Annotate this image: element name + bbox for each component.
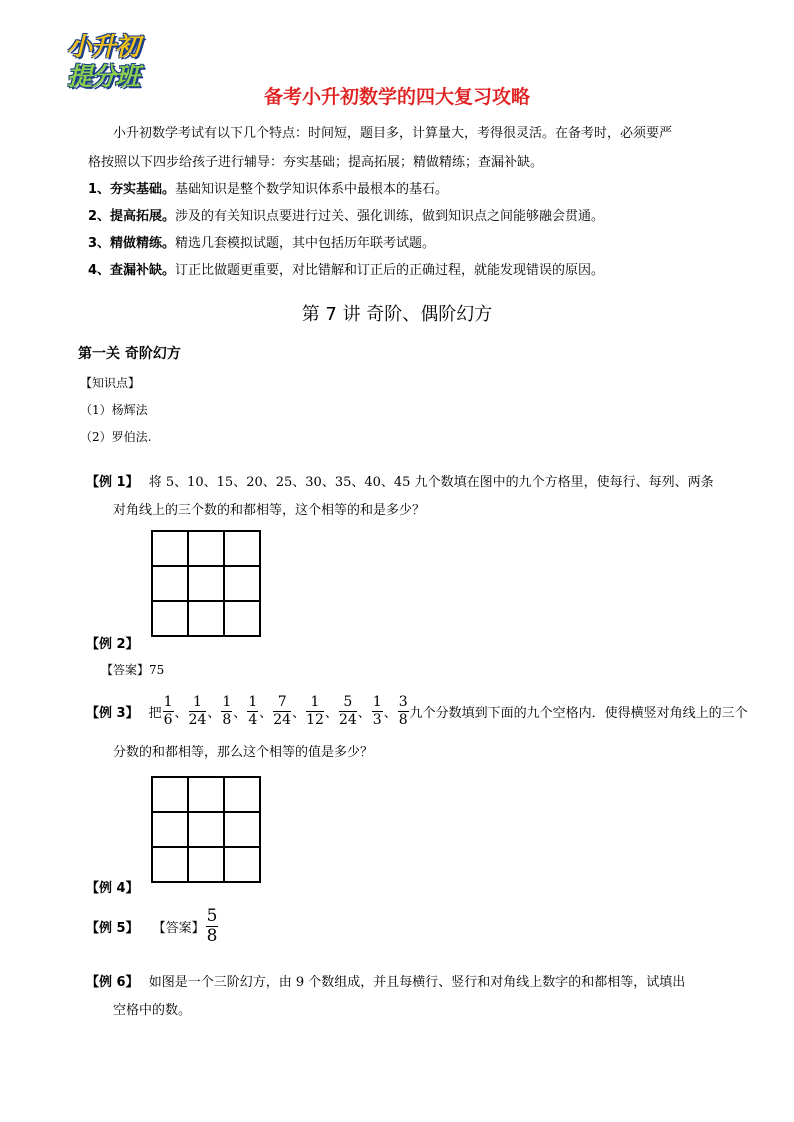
magic-square-grid-2: [151, 776, 261, 883]
example-1-label: 【例 1】: [86, 475, 139, 490]
fraction: [273, 694, 291, 729]
fraction-numerator: 5: [339, 694, 357, 712]
example-6-line1: 如图是一个三阶幻方，由 9 个数组成，并且每横行、竖行和对角线上数字的和都相等，试填出: [148, 975, 686, 990]
fraction-separator: 、: [324, 705, 338, 721]
intro-line2: 格按照以下四步给孩子进行辅导：夯实基础；提高拓展；精做精练；查漏补缺。: [88, 155, 544, 170]
lecture-title: 第 7 讲 奇阶、偶阶幻方: [301, 304, 493, 325]
answer-1: [101, 661, 164, 678]
tip-2-text: 涉及的有关知识点要进行过关、强化训练，做到知识点之间能够融会贯通。: [175, 209, 605, 224]
fraction: [247, 694, 258, 729]
fraction-denominator: 24: [188, 711, 207, 728]
tip-4-text: 订正比做题更重要，对比错解和订正后的正确过程，就能发现错误的原因。: [175, 263, 605, 278]
tip-1-text: 基础知识是整个数学知识体系中最根本的基石。: [175, 182, 449, 197]
fraction: [221, 694, 232, 729]
grid-cell: [152, 812, 188, 847]
grid-cell: [224, 777, 260, 812]
grid-cell: [188, 601, 224, 636]
fraction-denominator: 24: [273, 711, 292, 728]
grid-cell: [188, 847, 224, 882]
logo-line1: 小升初: [66, 32, 139, 61]
fraction-separator: 、: [207, 705, 221, 721]
section-title: 第一关 奇阶幻方: [78, 346, 181, 362]
example-2-label: 【例 2】: [86, 637, 139, 652]
intro-line1: 小升初数学考试有以下几个特点：时间短，题目多，计算量大，考得很灵活。在备考时，必须要严: [113, 126, 673, 141]
knowledge-item-1: （1）杨辉法: [80, 403, 148, 417]
example-5: [86, 904, 219, 948]
example-1: [86, 471, 714, 490]
fraction: [339, 694, 357, 729]
grid-cell: [152, 777, 188, 812]
example-1-line2: 对角线上的三个数的和都相等，这个相等的和是多少？: [113, 503, 426, 518]
example-5-label: 【例 5】: [86, 920, 139, 936]
example-6: [86, 971, 685, 990]
example-6-label: 【例 6】: [86, 975, 139, 990]
fraction-numerator: 1: [189, 694, 207, 712]
headline: 备考小升初数学的四大复习攻略: [263, 86, 530, 108]
tip-3-label: 3、精做精练。: [88, 236, 176, 251]
example-3-prefix: 把: [148, 705, 162, 721]
example-4-label: 【例 4】: [86, 881, 139, 896]
grid-cell: [152, 566, 188, 601]
tip-1: [88, 178, 448, 197]
tip-1-label: 1、夯实基础。: [88, 182, 176, 197]
example-1-line1: 将 5、10、15、20、25、30、35、40、45 九个数填在图中的九个方格里，使每行、每列、两条: [148, 475, 714, 490]
tip-3-text: 精选几套模拟试题，其中包括历年联考试题。: [175, 236, 436, 251]
fraction-separator: 、: [259, 705, 273, 721]
tip-4: [88, 259, 604, 278]
grid-cell: [224, 566, 260, 601]
fraction-separator: 、: [357, 705, 371, 721]
grid-cell: [224, 601, 260, 636]
fraction: [372, 694, 383, 729]
example-3-fraction-list: [162, 694, 410, 729]
example-3-label: 【例 3】: [86, 705, 139, 721]
fraction-denominator: 3: [372, 711, 382, 728]
grid-cell: [152, 531, 188, 566]
fraction-numerator: 5: [206, 905, 218, 926]
fraction: [163, 694, 174, 729]
fraction-denominator: 8: [398, 711, 408, 728]
answer-1-value: 75: [149, 663, 165, 677]
grid-cell: [152, 601, 188, 636]
answer-1-label: 【答案】: [101, 663, 150, 677]
fraction-numerator: 1: [248, 693, 258, 710]
grid-cell: [188, 531, 224, 566]
fraction-separator: 、: [174, 705, 188, 721]
grid-cell: [224, 531, 260, 566]
grid-cell: [188, 777, 224, 812]
example-5-answer-label: 【答案】: [152, 920, 205, 936]
grid-cell: [188, 812, 224, 847]
fraction-numerator: 3: [398, 693, 408, 710]
magic-square-grid-1: [151, 530, 261, 637]
example-3-suffix: 九个分数填到下面的九个空格内．使得横竖对角线上的三个: [409, 705, 748, 721]
fraction-numerator: 1: [222, 693, 232, 710]
example-5-answer-fraction: [206, 907, 219, 946]
fraction-separator: 、: [383, 705, 397, 721]
knowledge-header: 【知识点】: [80, 376, 141, 390]
grid-cell: [224, 812, 260, 847]
fraction-denominator: 6: [163, 711, 173, 728]
fraction: [189, 694, 207, 729]
fraction-numerator: 1: [163, 693, 173, 710]
fraction: [306, 694, 324, 729]
grid-cell: [188, 566, 224, 601]
fraction-denominator: 8: [222, 711, 232, 728]
fraction-numerator: 7: [273, 694, 291, 712]
tip-4-label: 4、查漏补缺。: [88, 263, 176, 278]
example-3-line2: 分数的和都相等，那么这个相等的值是多少？: [113, 745, 374, 760]
example-3: [86, 691, 748, 731]
fraction-numerator: 1: [372, 693, 382, 710]
example-6-line2: 空格中的数。: [113, 1003, 192, 1018]
fraction-numerator: 1: [306, 694, 324, 712]
fraction-denominator: 4: [248, 711, 258, 728]
knowledge-item-2: （2）罗伯法.: [80, 430, 152, 444]
fraction-separator: 、: [292, 705, 306, 721]
logo-line2: 提分班: [66, 62, 139, 91]
tip-3: [88, 232, 435, 251]
fraction-denominator: 12: [306, 711, 324, 728]
tip-2: [88, 205, 604, 224]
fraction-denominator: 8: [206, 925, 218, 946]
grid-cell: [152, 847, 188, 882]
tip-2-label: 2、提高拓展。: [88, 209, 176, 224]
grid-cell: [224, 847, 260, 882]
fraction: [398, 694, 409, 729]
fraction-denominator: 24: [338, 711, 357, 728]
fraction-separator: 、: [233, 705, 247, 721]
